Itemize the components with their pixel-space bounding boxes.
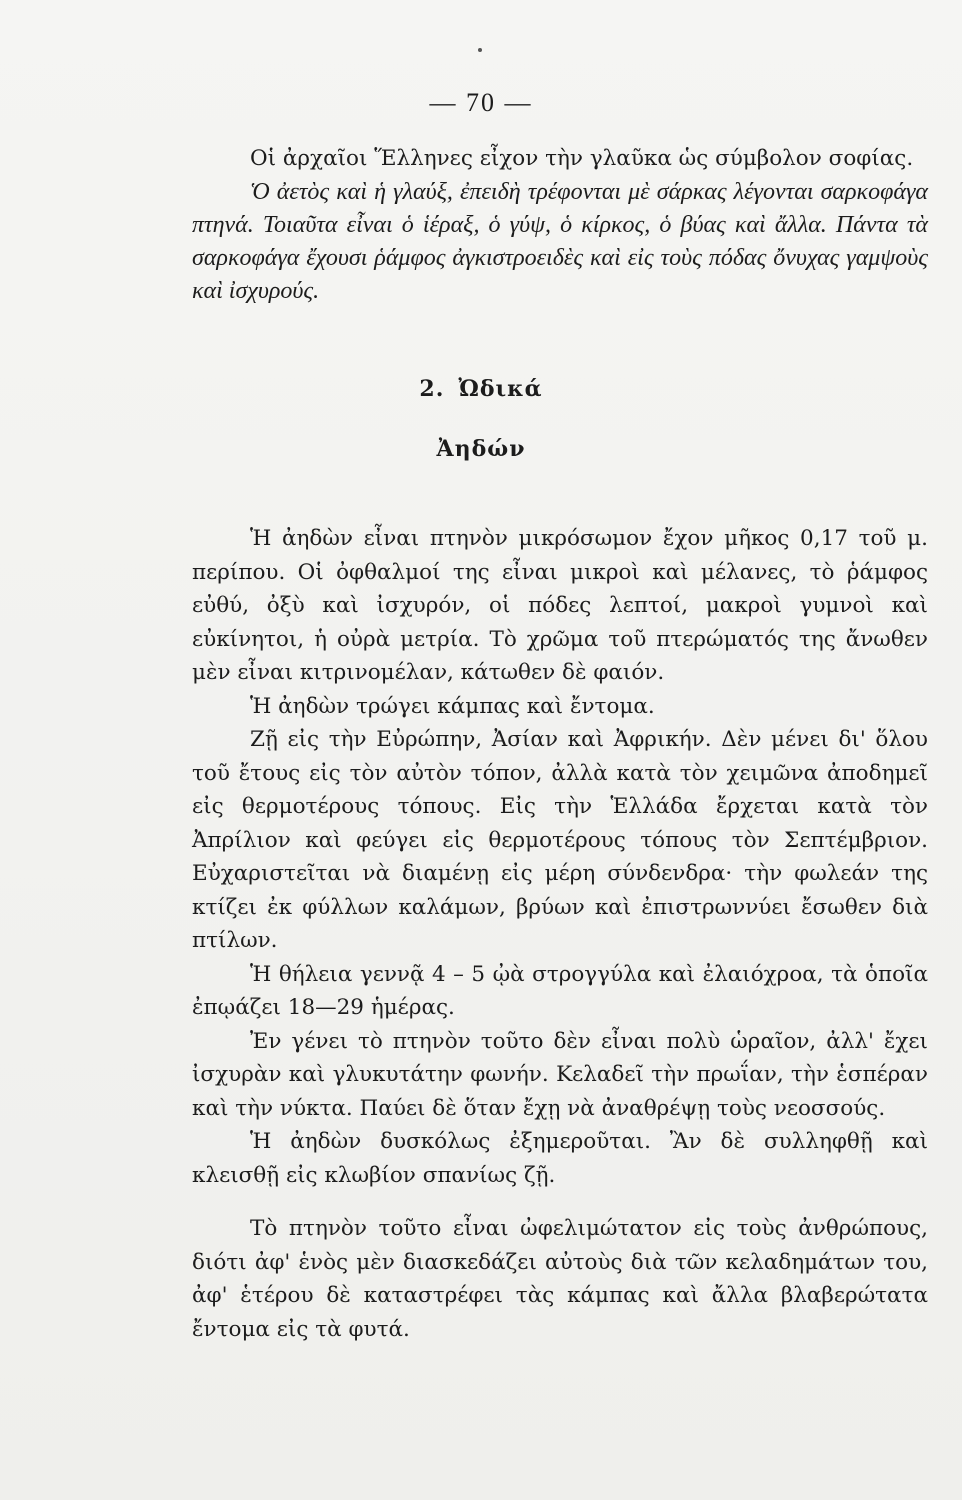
section-heading	[0, 376, 962, 402]
page-number: — 70 —	[429, 88, 533, 117]
main-paragraph-1: Ἡ ἀηδὼν εἶναι πτηνὸν μικρόσωμον ἔχον μῆκος 0,17 τοῦ μ. περίπου. Οἱ ὀφθαλμοί της εἶναι μικροὶ καὶ μέλανες, τὸ ῥάμφος εὐθύ, ὀξὺ καὶ ἰσχυρόν, οἱ πόδες λεπτοί, μακροὶ γυμνοὶ καὶ εὐκίνητοι, ἡ οὐρὰ μετρία. Τὸ χρῶμα τοῦ πτερώματός της ἄνωθεν μὲν εἶναι κιτρινομέλαν, κάτωθεν δὲ φαιόν.	[192, 526, 928, 685]
intro-text	[192, 142, 928, 308]
intro-paragraph-1: Οἱ ἀρχαῖοι Ἕλληνες εἶχον τὴν γλαῦκα ὡς σύμβολον σοφίας.	[250, 146, 914, 171]
section-title: Ὠδικά	[458, 376, 543, 402]
main-paragraph-6: Ἡ ἀηδὼν δυσκόλως ἐξημεροῦται. Ἂν δὲ συλληφθῇ καὶ κλεισθῇ εἰς κλωβίον σπανίως ζῇ.	[192, 1129, 928, 1188]
main-paragraph-4: Ἡ θήλεια γεννᾷ 4 – 5 ᾠὰ στρογγύλα καὶ ἐλαιόχροα, τὰ ὁποῖα ἐπῳάζει 18—29 ἡμέρας.	[192, 961, 928, 1020]
ink-speck	[478, 48, 482, 52]
article-title: Ἀηδών	[436, 436, 526, 462]
main-paragraph-5: Ἐν γένει τὸ πτηνὸν τοῦτο δὲν εἶναι πολὺ ὡραῖον, ἀλλ' ἔχει ἰσχυρὰν καὶ γλυκυτάτην φωνήν. Κελαδεῖ τὴν πρωΐαν, τὴν ἑσπέραν καὶ τὴν νύκτα. Παύει δὲ ὅταν ἔχῃ νὰ ἀναθρέψῃ τοὺς νεοσσούς.	[192, 1028, 928, 1121]
main-text	[192, 522, 928, 1346]
intro-paragraph-2: Ὁ ἀετὸς καὶ ἡ γλαύξ, ἐπειδὴ τρέφονται μὲ σάρκας λέγονται σαρκοφάγα πτηνά. Τοιαῦτα εἶναι ὁ ἱέραξ, ὁ γύψ, ὁ κίρκος, ὁ βύας καὶ ἄλλα. Πάντα τὰ σαρκοφάγα ἔχουσι ῥάμφος ἀγκιστροειδὲς καὶ εἰς τοὺς πόδας ὄνυχας γαμψοὺς καὶ ἰσχυρούς.	[192, 178, 928, 304]
main-paragraph-3: Ζῇ εἰς τὴν Εὐρώπην, Ἀσίαν καὶ Ἀφρικήν. Δὲν μένει δι' ὅλου τοῦ ἔτους εἰς τὸν αὐτὸν τόπον, ἀλλὰ κατὰ τὸν χειμῶνα ἀποδημεῖ εἰς θερμοτέρους τόπους. Εἰς τὴν Ἑλλάδα ἔρχεται κατὰ τὸν Ἀπρίλιον καὶ φεύγει εἰς θερμοτέρους τόπους τὸν Σεπτέμβριον. Εὐχαριστεῖται νὰ διαμένῃ εἰς μέρη σύνδενδρα· τὴν φωλεάν της κτίζει ἐκ φύλλων καλάμων, βρύων καὶ ἐπιστρωννύει ἔσωθεν διὰ πτίλων.	[192, 727, 928, 953]
main-paragraph-7: Τὸ πτηνὸν τοῦτο εἶναι ὠφελιμώτατον εἰς τοὺς ἀνθρώπους, διότι ἀφ' ἑνὸς μὲν διασκεδάζει αὐτοὺς διὰ τῶν κελαδημάτων του, ἀφ' ἑτέρου δὲ καταστρέφει τὰς κάμπας καὶ ἄλλα βλαβερώτατα ἔντομα εἰς τὰ φυτά.	[192, 1216, 928, 1342]
section-number: 2.	[419, 376, 445, 402]
main-paragraph-2: Ἡ ἀηδὼν τρώγει κάμπας καὶ ἔντομα.	[250, 693, 655, 719]
